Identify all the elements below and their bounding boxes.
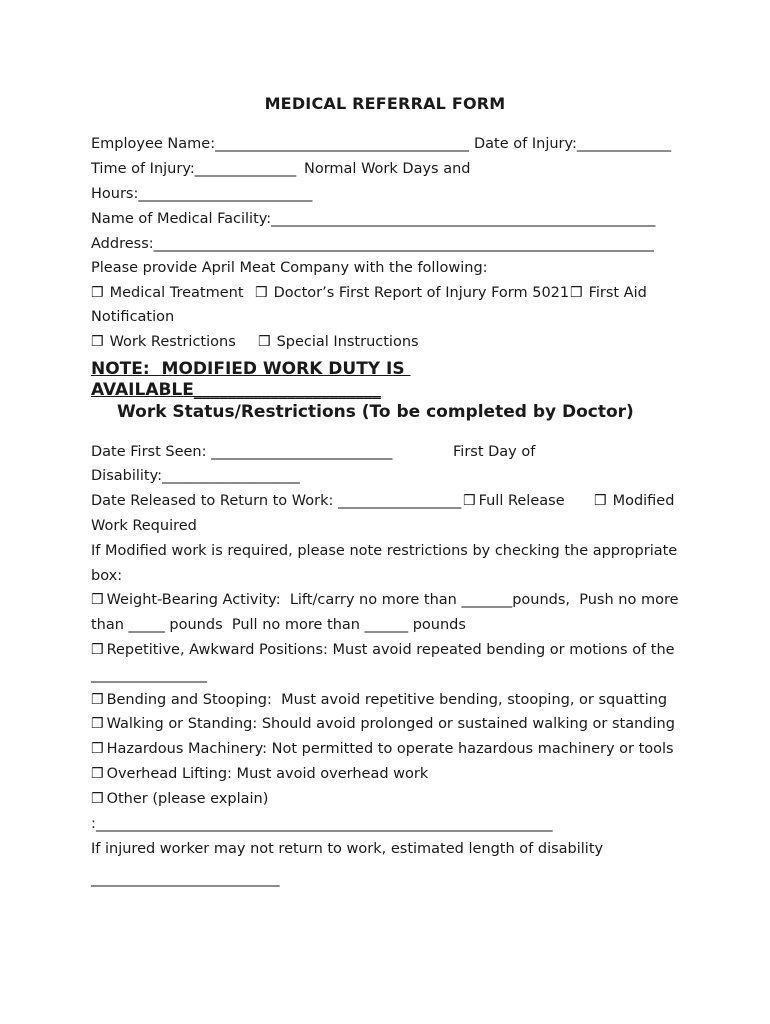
medical-facility-field: Name of Medical Facility:_____________________________________________________: [91, 211, 656, 227]
overhead-option: [91, 765, 428, 783]
special-instructions-option: [258, 333, 419, 351]
weight-bearing-text-cont: than _____ pounds Pull no more than ______ pounds: [91, 617, 466, 633]
hazardous-option: [91, 740, 674, 758]
checkbox-icon[interactable]: ❒: [91, 766, 104, 782]
hazardous-text: Hazardous Machinery: Not permitted to operate hazardous machinery or tools: [106, 741, 674, 757]
option-first-aid-cont: Notification: [91, 309, 175, 325]
checkbox-icon[interactable]: ❒: [255, 285, 268, 301]
modified-instructions-line1: If Modified work is required, please note restrictions by checking the appropriate: [91, 543, 678, 559]
repetitive-blank-line: ________________: [91, 667, 207, 683]
form-title: MEDICAL REFERRAL FORM: [264, 94, 506, 113]
hours-field: Hours:________________________: [91, 186, 313, 202]
checkbox-icon[interactable]: ❒: [91, 692, 104, 708]
first-aid-option: [570, 284, 647, 302]
full-release-option: [463, 492, 565, 510]
checkbox-icon[interactable]: ❒: [463, 493, 476, 509]
checkbox-icon[interactable]: ❒: [91, 741, 104, 757]
other-option: [91, 790, 268, 808]
work-status-heading: Work Status/Restrictions (To be completed by Doctor): [117, 402, 634, 422]
date-first-seen-field: Date First Seen: _________________________: [91, 444, 393, 460]
note-modified-duty-line2: AVAILABLE______________________: [91, 380, 381, 400]
modified-option: [594, 492, 674, 510]
checkbox-icon[interactable]: ❒: [91, 716, 104, 732]
option-full-release: Full Release: [478, 493, 565, 509]
checkbox-icon[interactable]: ❒: [258, 334, 271, 350]
bending-option: [91, 691, 667, 709]
weight-bearing-text: Weight-Bearing Activity: Lift/carry no more than _______pounds, Push no more: [106, 592, 679, 608]
checkbox-icon[interactable]: ❒: [570, 285, 583, 301]
date-released-field: Date Released to Return to Work: _________________: [91, 493, 462, 509]
option-medical-treatment: Medical Treatment: [109, 285, 244, 301]
note-modified-duty-line1: NOTE: MODIFIED WORK DUTY IS: [91, 359, 411, 379]
checkbox-icon[interactable]: ❒: [91, 592, 104, 608]
checkbox-icon[interactable]: ❒: [91, 642, 104, 658]
repetitive-text: Repetitive, Awkward Positions: Must avoid repeated bending or motions of the: [106, 642, 675, 658]
checkbox-icon[interactable]: ❒: [91, 334, 104, 350]
option-special-instructions: Special Instructions: [276, 334, 419, 350]
disability-length-line: __________________________: [91, 871, 280, 887]
other-explain-line: :_______________________________________________________________: [91, 816, 553, 832]
option-doctors-report: Doctor’s First Report of Injury Form 5021: [273, 285, 570, 301]
doctors-report-option: [255, 284, 569, 302]
walking-option: [91, 715, 675, 733]
overhead-text: Overhead Lifting: Must avoid overhead work: [106, 766, 429, 782]
employee-name-field: Employee Name:___________________________________: [91, 136, 469, 152]
option-first-aid: First Aid: [588, 285, 647, 301]
normal-work-days-label: Normal Work Days and: [304, 161, 471, 177]
repetitive-option: [91, 641, 675, 659]
time-of-injury-field: Time of Injury:______________: [91, 161, 297, 177]
address-field: Address:_____________________________________________________________________: [91, 236, 654, 252]
other-text: Other (please explain): [106, 791, 269, 807]
request-options-row: [91, 284, 244, 302]
bending-text: Bending and Stooping: Must avoid repetitive bending, stooping, or squatting: [106, 692, 668, 708]
checkbox-icon[interactable]: ❒: [594, 493, 607, 509]
weight-bearing-option: [91, 591, 679, 609]
disability-field: Disability:___________________: [91, 468, 300, 484]
work-restrictions-option: [91, 333, 236, 351]
checkbox-icon[interactable]: ❒: [91, 791, 104, 807]
modified-instructions-line2: box:: [91, 568, 123, 584]
first-day-of-label: First Day of: [453, 444, 536, 460]
option-modified: Modified: [612, 493, 675, 509]
date-of-injury-field: Date of Injury:_____________: [474, 136, 672, 152]
provide-instructions: Please provide April Meat Company with the following:: [91, 260, 488, 276]
option-work-restrictions: Work Restrictions: [109, 334, 236, 350]
checkbox-icon[interactable]: ❒: [91, 285, 104, 301]
work-required-label: Work Required: [91, 518, 197, 534]
walking-text: Walking or Standing: Should avoid prolonged or sustained walking or standing: [106, 716, 675, 732]
not-return-text: If injured worker may not return to work, estimated length of disability: [91, 841, 604, 857]
